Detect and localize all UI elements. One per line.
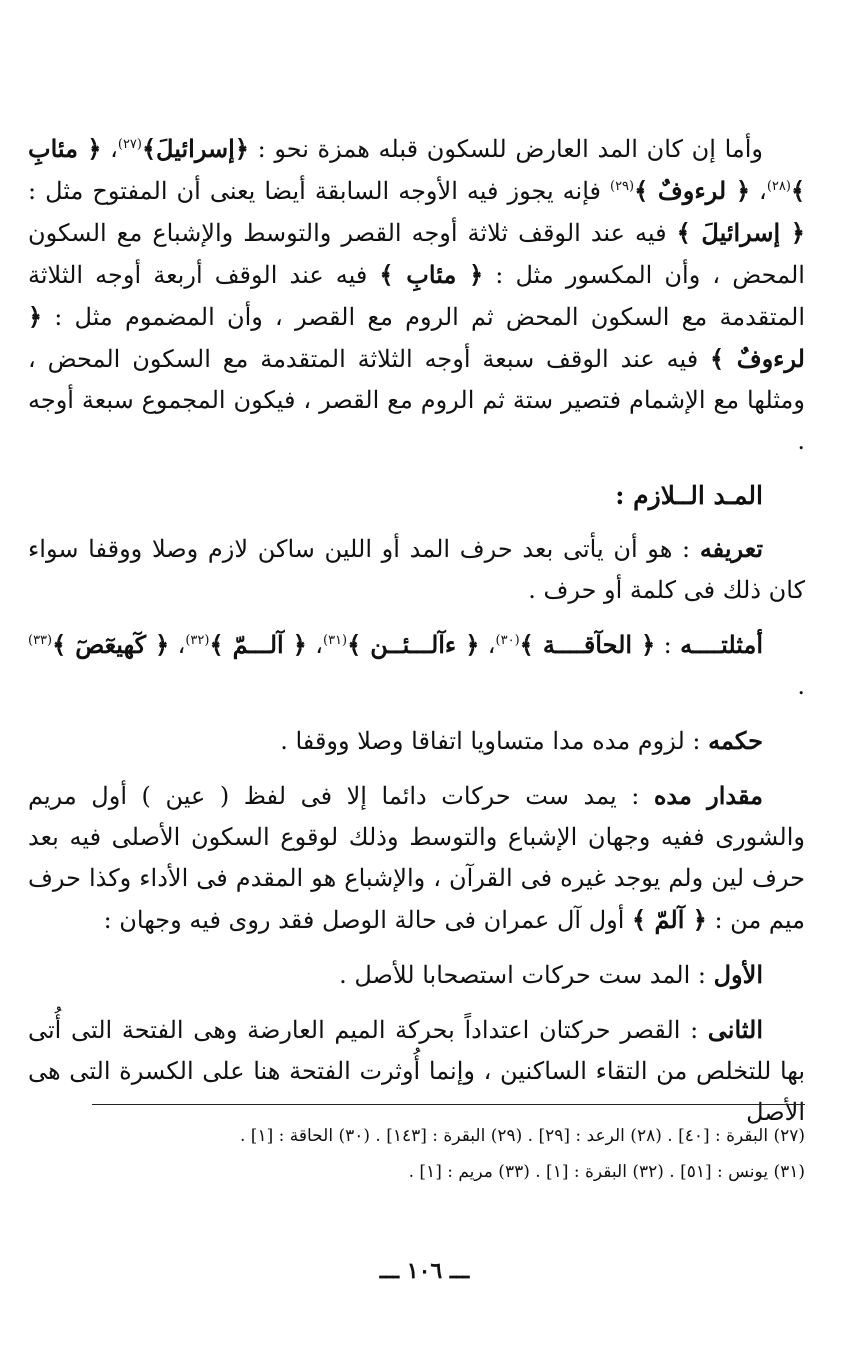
quran-word: ﴿ لرءوفٌ ﴾	[634, 176, 751, 205]
quran-word: ﴿ كٓهيعٓصٓ ﴾	[52, 630, 170, 659]
term-label: حكمه	[708, 726, 763, 755]
page-number: ـــ ١٠٦ ـــ	[379, 1258, 470, 1284]
quran-word: ﴿إسرائيلَ﴾	[141, 134, 249, 163]
quran-word: ﴿ الحآقــــة ﴾	[519, 630, 656, 659]
paragraph-second: الثانى : القصر حركتان اعتداداً بحركة الميم العارضة وهى الفتحة التى أُتى بها للتخلص من التقاء الساكنين ، وإنما أُوثرت الفتحة هنا على الكسرة التى هى الأصل	[28, 1015, 806, 1126]
footnote-ref[interactable]: (٣١)	[322, 633, 348, 648]
footnote-line: (٢٧) البقرة : [٤٠] . (٢٨) الرعد : [٢٩] . (٢٩) البقرة : [١٤٣] . (٣٠) الحاقة : [١] .	[239, 1126, 805, 1146]
quran-word: ﴿ لرءوفٌ ﴾	[28, 302, 805, 373]
page-body	[28, 128, 805, 1146]
paragraph-length: مقدار مده : يمد ست حركات دائما إلا فى لفظ ( عين ) أول مريم والشورى ففيه وجهان الإشباع والتوسط وذلك لوقوع السكون الأصلى فيه بعد حرف لين ولم يوجد غيره فى القرآن ، والإشباع هو المقدم فى الأداء وكذا حرف ميم من : ﴿ آلمّ ﴾ أول آل عمران فى حالة الوصل فقد روى فيه وجهان :	[28, 781, 805, 934]
paragraph-ruling: حكمه : لزوم مده مدا متساويا اتفاقا وصلا ووقفا .	[280, 726, 763, 755]
quran-word: ﴿ مئابِ ﴾	[28, 134, 805, 205]
term-label: أمثلتــــه	[680, 630, 764, 659]
quran-word: ﴿ آلـــمّ ﴾	[209, 630, 307, 659]
term-label: الأول	[713, 960, 763, 989]
paragraph-hamza-cases: وأما إن كان المد العارض للسكون قبله همزة نحو : ﴿إسرائيلَ﴾$^{(٢٧)}$، ﴿ مئابِ ﴾$^{(٢٨)}$، ﴿ لرءوفٌ ﴾$^{(٢٩)}$ فإنه يجوز فيه الأوجه السابقة أيضا يعنى أن المفتوح مثل : ﴿ إسرائيلَ ﴾ فيه عند الوقف ثلاثة أوجه القصر والتوسط والإشباع مع السكون المحض ، وأن المكسور مثل : ﴿ مئابِ ﴾ فيه عند الوقف أربعة أوجه الثلاثة المتقدمة مع السكون المحض ثم الروم مع القصر ، وأن المضموم مثل : ﴿ لرءوفٌ ﴾ فيه عند الوقف سبعة أوجه الثلاثة المتقدمة مع السكون المحض ، ومثلها مع الإشمام فتصير ستة ثم الروم مع القصر ، فيكون المجموع سبعة أوجه .	[28, 134, 805, 455]
term-label: مقدار مده	[653, 781, 764, 810]
paragraph-definition: تعريفه : هو أن يأتى بعد حرف المد أو اللين ساكن لازم وصلا ووقفا سواء كان ذلك فى كلمة أو حرف .	[28, 534, 805, 604]
footnote-ref[interactable]: (٣٣)	[28, 633, 53, 648]
footnote-ref[interactable]: (٣٠)	[495, 633, 520, 648]
footnote-ref[interactable]: (٣٢)	[185, 633, 210, 648]
term-label: الثانى	[707, 1015, 763, 1044]
footnotes	[40, 1118, 805, 1190]
footnote-ref[interactable]: (٢٨)	[766, 179, 791, 194]
quran-word: ﴿ آلمّ ﴾	[632, 905, 707, 934]
paragraph-first: الأول : المد ست حركات استصحابا للأصل .	[339, 960, 763, 989]
footnote-ref[interactable]: (٢٩)	[610, 179, 635, 194]
quran-word: ﴿ مئابِ ﴾	[379, 260, 484, 289]
footnote-line: (٣١) يونس : [٥١] . (٣٢) البقرة : [١] . (٣٣) مريم : [١] .	[408, 1162, 805, 1182]
section-heading: المـد الــلازم :	[615, 481, 763, 510]
term-label: تعريفه	[699, 534, 763, 563]
quran-word: ﴿ ءآلـــئــن ﴾	[347, 630, 480, 659]
paragraph-examples: أمثلتــــه : ﴿ الحآقــــة ﴾$^{(٣٠)}$، ﴿ ءآلـــئــن ﴾$^{(٣١)}$، ﴿ آلـــمّ ﴾$^{(٣٢)}$، ﴿ كٓهيعٓصٓ ﴾$^{(٣٣)}$ .	[28, 630, 805, 700]
quran-word: ﴿ إسرائيلَ ﴾	[676, 218, 805, 247]
footnote-ref[interactable]: (٢٧)	[117, 137, 142, 152]
footnote-divider	[92, 1104, 805, 1105]
